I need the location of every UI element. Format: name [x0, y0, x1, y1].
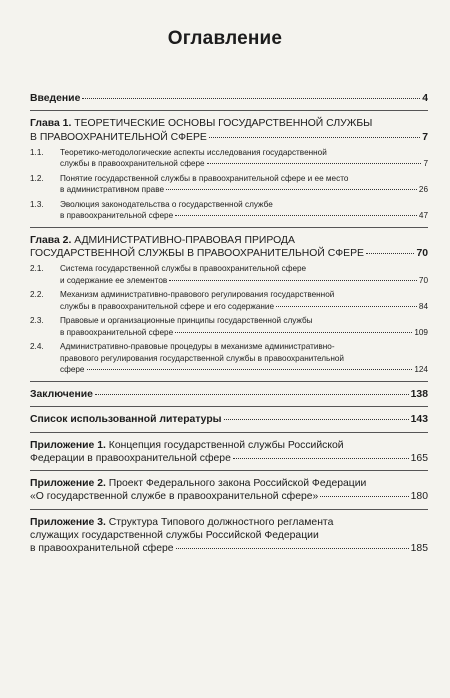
- divider: [30, 406, 428, 407]
- section-title-line2: службы в правоохранительной сфере: [60, 159, 205, 169]
- dot-leader: [82, 98, 420, 99]
- chapter-prefix: Глава 2.: [30, 234, 72, 246]
- dot-leader: [166, 189, 417, 190]
- dot-leader: [176, 548, 409, 549]
- section-title-line2: правового регулирования государственной службы в правоохранительной: [60, 353, 344, 363]
- page-number: 124: [414, 365, 428, 375]
- toc-entry-section-2-4[interactable]: [30, 341, 428, 376]
- toc-entry-section-2-1[interactable]: [30, 263, 428, 286]
- page-number: 26: [418, 185, 428, 195]
- entry-label: Введение: [30, 93, 81, 104]
- section-title-line2: службы в правоохранительной сфере и его содержание: [60, 301, 275, 311]
- section-title-line2: в правоохранительной сфере: [60, 211, 174, 221]
- section-title-line1: Система государственной службы в правоохранительной сфере: [60, 264, 307, 274]
- chapter-title-line1: ТЕОРЕТИЧЕСКИЕ ОСНОВЫ ГОСУДАРСТВЕННОЙ СЛУЖБЫ: [74, 118, 373, 130]
- toc-entry-appendix-3[interactable]: [30, 516, 428, 556]
- appendix-prefix: Приложение 1.: [30, 439, 106, 451]
- page-number: 47: [418, 211, 428, 221]
- toc-entry-literature[interactable]: [30, 413, 428, 426]
- page-number: 70: [418, 275, 428, 285]
- section-number: 1.1.: [30, 147, 44, 157]
- divider: [30, 509, 428, 510]
- toc-entry-intro[interactable]: [30, 92, 428, 105]
- divider: [30, 432, 428, 433]
- dot-leader: [87, 369, 413, 370]
- appendix-title-line1: Проект Федерального закона Российской Федерации: [108, 478, 367, 490]
- dot-leader: [224, 419, 409, 420]
- appendix-title-line3: в правоохранительной сфере: [30, 543, 174, 555]
- toc-entry-section-1-2[interactable]: [30, 173, 428, 196]
- toc-entry-chapter-2[interactable]: [30, 234, 428, 261]
- page-title: Оглавление: [167, 28, 283, 49]
- chapter-title-line1: АДМИНИСТРАТИВНО-ПРАВОВАЯ ПРИРОДА: [74, 234, 295, 246]
- section-number: 1.2.: [30, 173, 44, 183]
- page-number: 180: [410, 491, 428, 503]
- toc-entry-appendix-1[interactable]: [30, 439, 428, 466]
- divider: [30, 110, 428, 111]
- page-number: 143: [410, 414, 428, 426]
- table-of-contents: [30, 92, 428, 556]
- section-title-line2: в административном праве: [60, 185, 165, 195]
- dot-leader: [233, 458, 409, 459]
- chapter-title-line2: В ПРАВООХРАНИТЕЛЬНОЙ СФЕРЕ: [30, 131, 207, 143]
- section-number: 2.2.: [30, 290, 44, 300]
- section-title-line1: Понятие государственной службы в правоохранительной сфере и ее место: [60, 173, 349, 183]
- divider: [30, 227, 428, 228]
- chapter-title-line2: ГОСУДАРСТВЕННОЙ СЛУЖБЫ В ПРАВООХРАНИТЕЛЬНОЙ СФЕРЕ: [30, 248, 364, 260]
- dot-leader: [320, 496, 408, 497]
- dot-leader: [276, 306, 417, 307]
- entry-label: Список использованной литературы: [30, 414, 222, 426]
- toc-entry-section-2-3[interactable]: [30, 315, 428, 338]
- dot-leader: [209, 137, 420, 138]
- toc-entry-chapter-1[interactable]: [30, 117, 428, 144]
- section-number: 2.4.: [30, 342, 44, 352]
- toc-entry-conclusion[interactable]: [30, 388, 428, 401]
- divider: [30, 381, 428, 382]
- page-number: 7: [422, 131, 428, 143]
- page-number: 70: [416, 248, 428, 260]
- chapter-prefix: Глава 1.: [30, 118, 72, 130]
- section-number: 1.3.: [30, 199, 44, 209]
- toc-entry-section-2-2[interactable]: [30, 289, 428, 312]
- appendix-prefix: Приложение 3.: [30, 516, 106, 528]
- dot-leader: [95, 394, 409, 395]
- page-number: 165: [410, 452, 428, 464]
- appendix-title-line1: Концепция государственной службы Российской: [108, 439, 344, 451]
- toc-entry-section-1-3[interactable]: [30, 199, 428, 222]
- section-title-line1: Эволюция законодательства о государственной службе: [60, 199, 273, 209]
- section-number: 2.1.: [30, 264, 44, 274]
- dot-leader: [175, 332, 412, 333]
- page-number: 4: [422, 93, 428, 104]
- entry-label: Заключение: [30, 388, 93, 400]
- dot-leader: [207, 163, 422, 164]
- appendix-title-line2: «О государственной службе в правоохранительной сфере»: [30, 491, 319, 503]
- dot-leader: [169, 280, 417, 281]
- section-number: 2.3.: [30, 316, 44, 326]
- section-title-line1: Правовые и организационные принципы государственной службы: [60, 316, 313, 326]
- appendix-title-line2: служащих государственной службы Российской Федерации: [30, 530, 319, 542]
- toc-entry-appendix-2[interactable]: [30, 477, 428, 504]
- toc-entry-section-1-1[interactable]: [30, 147, 428, 170]
- appendix-title-line2: Федерации в правоохранительной сфере: [30, 452, 231, 464]
- appendix-title-line1: Структура Типового должностного регламента: [108, 516, 334, 528]
- section-title-line1: Теоретико-методологические аспекты исследования государственной: [60, 147, 327, 157]
- page-number: 109: [414, 327, 428, 337]
- page-number: 84: [418, 301, 428, 311]
- divider: [30, 470, 428, 471]
- section-title-line1: Административно-правовые процедуры в механизме административно-: [60, 342, 335, 352]
- section-title-line1: Механизм административно-правового регулирования государственной: [60, 290, 335, 300]
- section-title-line2: в правоохранительной сфере: [60, 327, 174, 337]
- section-title-line3: сфере: [60, 365, 85, 375]
- dot-leader: [366, 253, 415, 254]
- dot-leader: [175, 215, 417, 216]
- page-number: 185: [410, 543, 428, 555]
- page-number: 138: [410, 388, 428, 400]
- section-title-line2: и содержание ее элементов: [60, 275, 168, 285]
- appendix-prefix: Приложение 2.: [30, 478, 106, 490]
- page-number: 7: [423, 159, 428, 169]
